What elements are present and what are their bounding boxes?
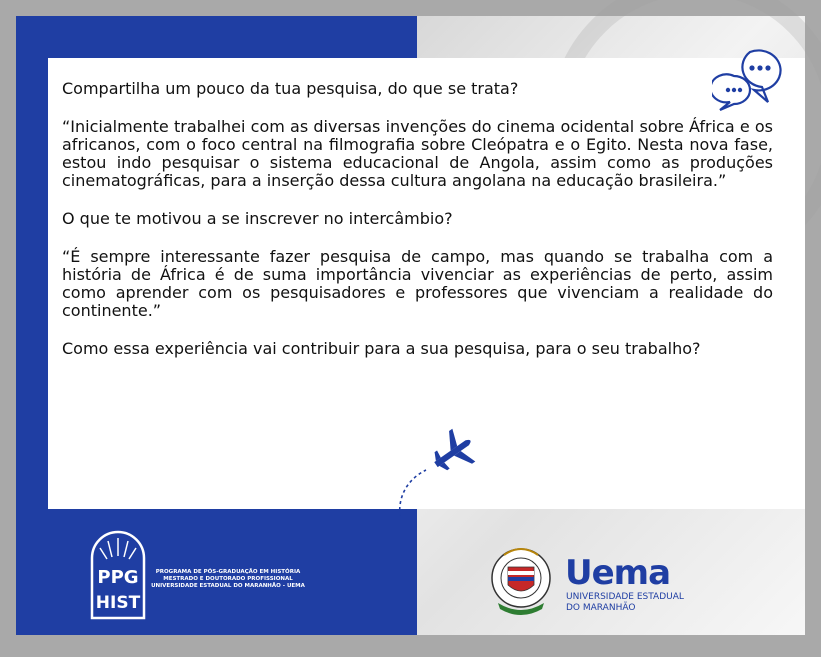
uema-logo-text: Uema xyxy=(565,553,671,593)
ppg-program-text xyxy=(148,569,308,590)
uema-sub-line-1: UNIVERSIDADE ESTADUAL xyxy=(566,592,684,602)
ppg-hist-logo xyxy=(88,528,148,620)
hist-logo-text: HIST xyxy=(95,593,141,613)
ppg-line-3: UNIVERSIDADE ESTADUAL DO MARANHÃO - UEMA xyxy=(151,583,305,589)
question-1: Compartilha um pouco da tua pesquisa, do que se trata? xyxy=(62,79,519,98)
question-3: Como essa experiência vai contribuir para a sua pesquisa, para o seu trabalho? xyxy=(62,339,701,358)
speech-bubbles-icon xyxy=(712,44,782,114)
ppg-logo-text: PPG xyxy=(97,567,139,588)
ppg-line-1: PROGRAMA DE PÓS-GRADUAÇÃO EM HISTÓRIA xyxy=(155,569,301,575)
airplane-icon xyxy=(392,428,482,518)
interview-text xyxy=(62,80,773,378)
question-2: O que te motivou a se inscrever no intercâmbio? xyxy=(62,209,453,228)
uema-sub-line-2: DO MARANHÃO xyxy=(566,603,636,613)
answer-1: “Inicialmente trabalhei com as diversas invenções do cinema ocidental sobre África e os africanos, com o foco central na filmografia sobre Cleópatra e o Egito. Nesta nova fase, estou indo pesquisar o sistema educacional de Angola, assim como as produções cinematográficas, para a inserção dessa cultura angolana na educação brasileira.” xyxy=(62,117,773,190)
uema-subtitle xyxy=(566,592,684,614)
answer-2: “É sempre interessante fazer pesquisa de campo, mas quando se trabalha com a história de África é de suma importância vivenciar as experiências de perto, assim como aprender com os pesquisadores e professores que vivenciam a realidade do continente.” xyxy=(62,247,773,320)
uema-seal-logo xyxy=(490,545,552,621)
ppg-line-2: MESTRADO E DOUTORADO PROFISSIONAL xyxy=(163,576,293,582)
